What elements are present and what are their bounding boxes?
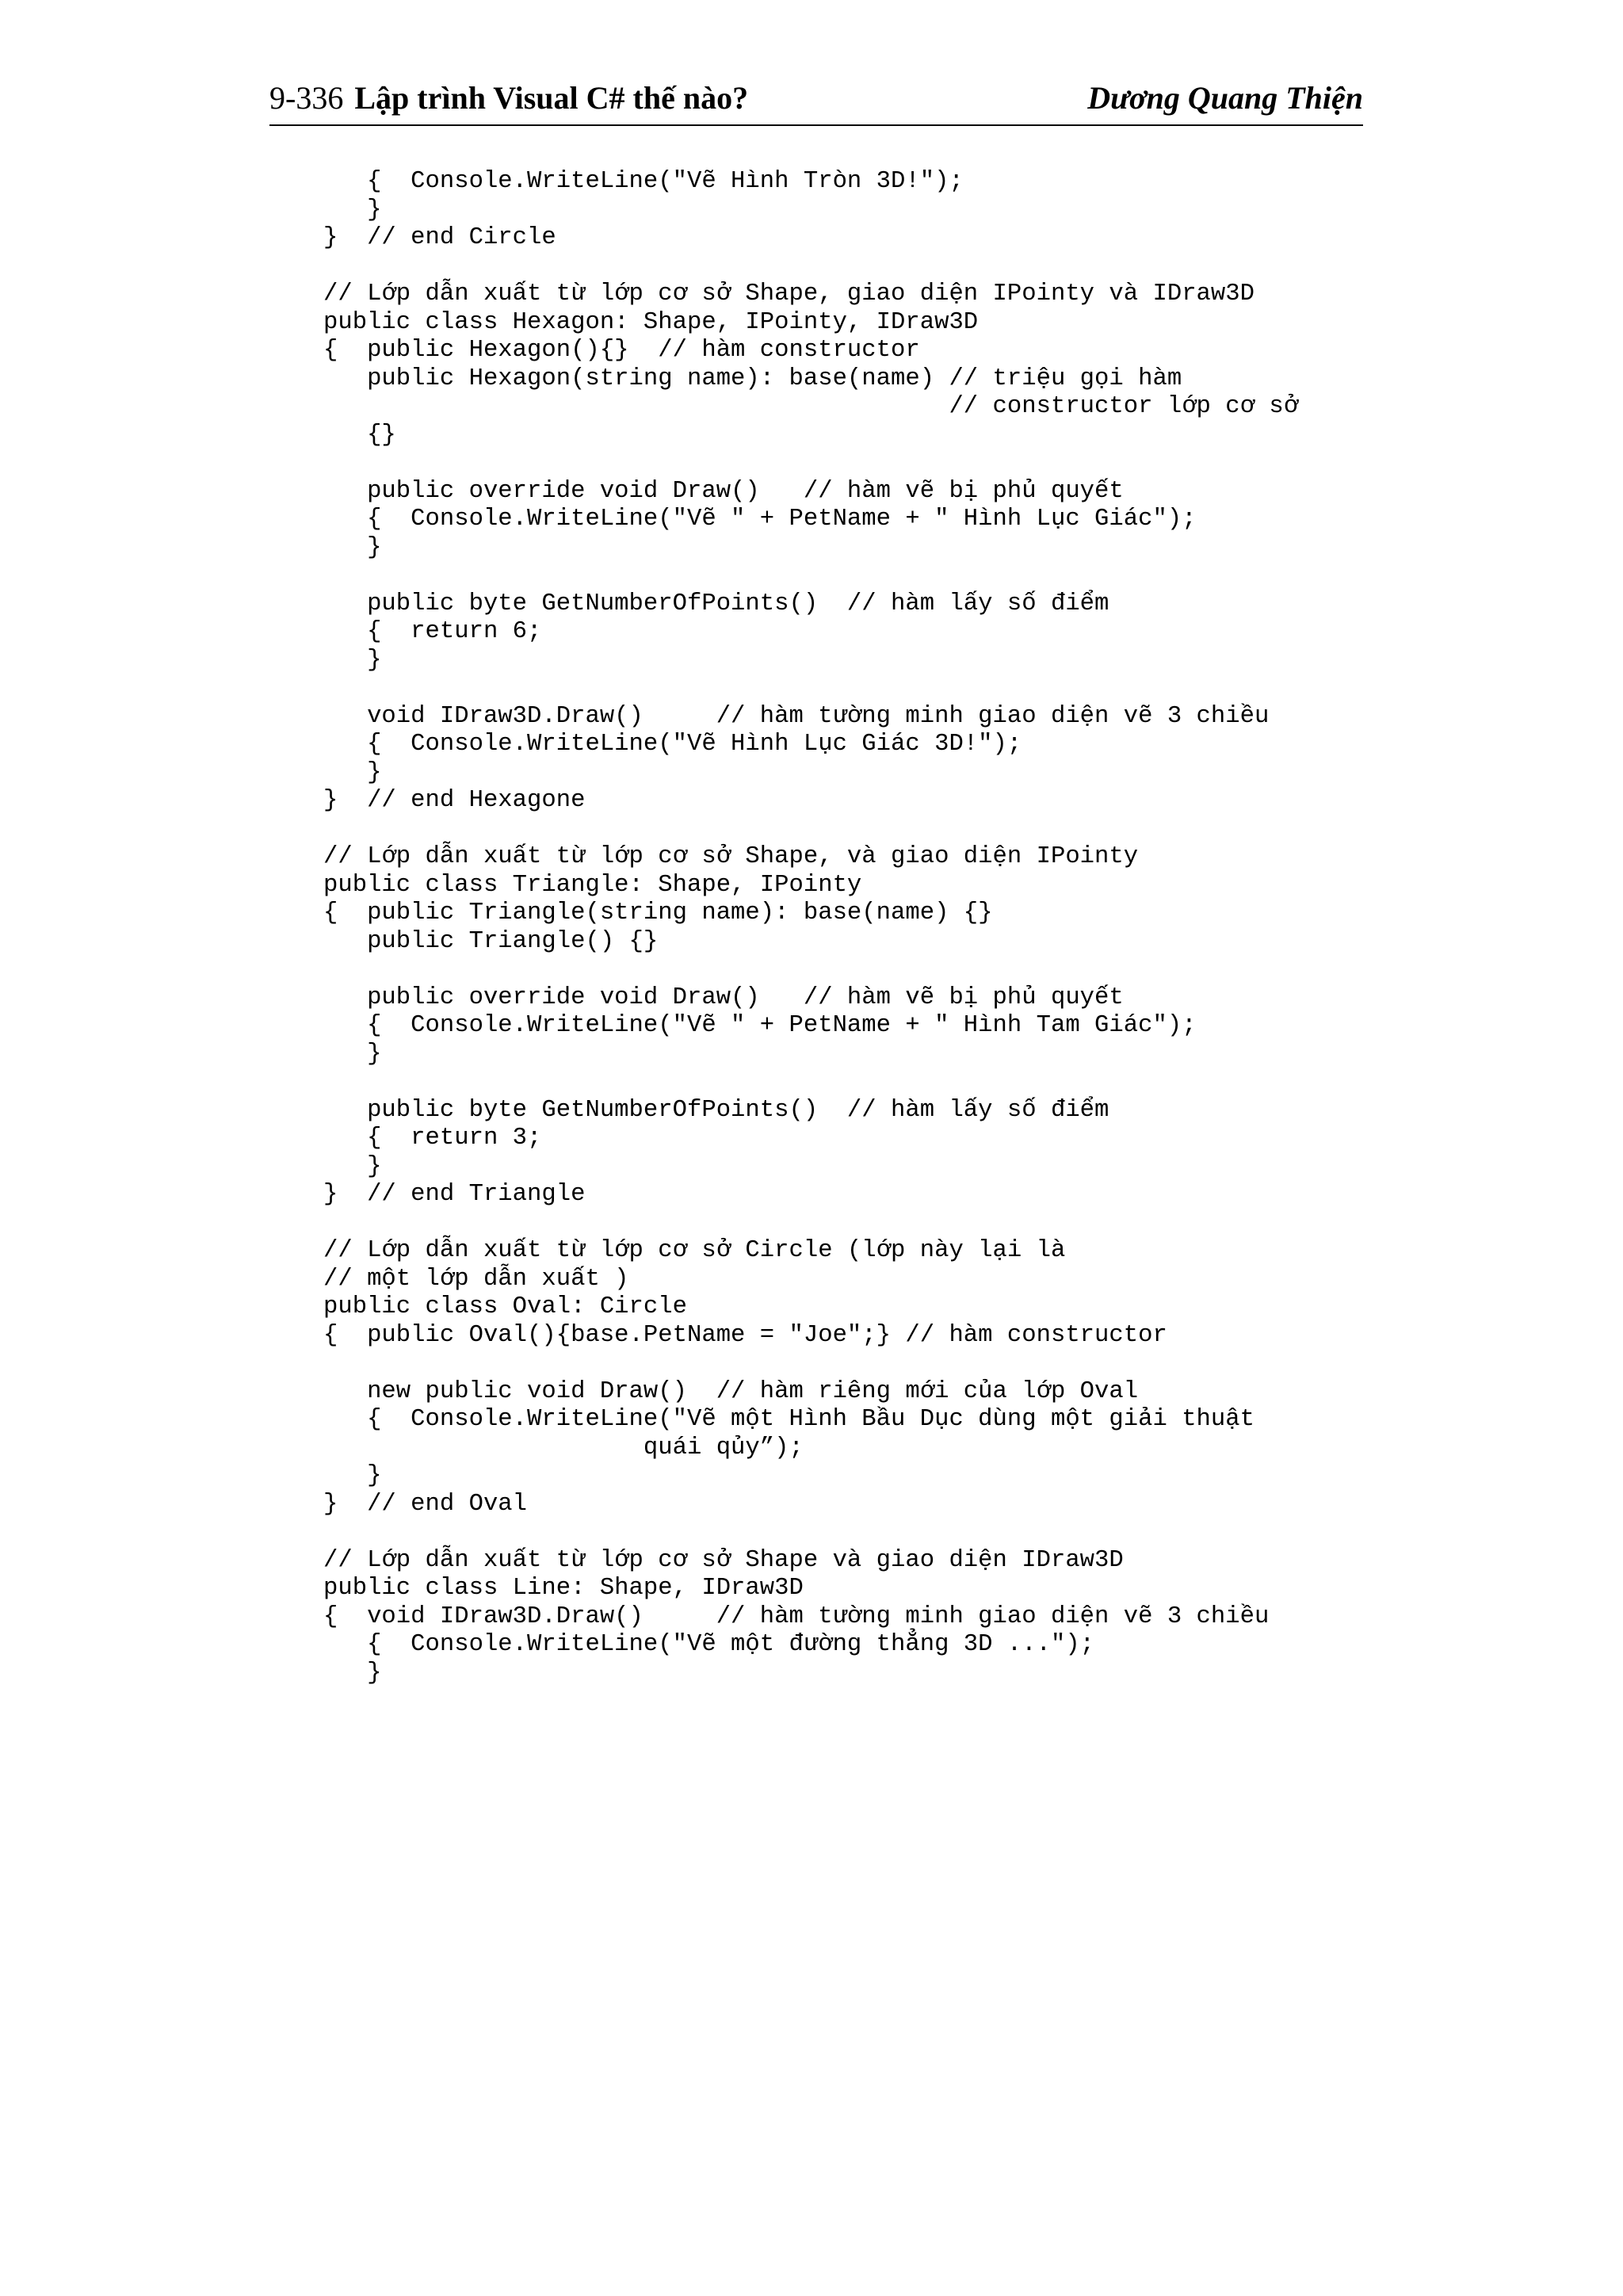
- code-listing: [323, 168, 1346, 1687]
- code-line: }: [323, 196, 382, 223]
- code-line: // Lớp dẫn xuất từ lớp cơ sở Shape, và giao diện IPointy: [323, 843, 1139, 870]
- code-line: { public Triangle(string name): base(name) {}: [323, 900, 993, 926]
- code-line: public class Triangle: Shape, IPointy: [323, 871, 862, 899]
- code-line: new public void Draw() // hàm riêng mới của lớp Oval: [323, 1377, 1139, 1405]
- code-line: }: [323, 1462, 382, 1489]
- code-line: // Lớp dẫn xuất từ lớp cơ sở Shape, giao diện IPointy và IDraw3D: [323, 281, 1254, 308]
- code-line: } // end Triangle: [323, 1181, 586, 1208]
- header-divider: [269, 124, 1363, 126]
- book-title: Lập trình Visual C# thế nào?: [354, 80, 749, 116]
- code-line: }: [323, 1659, 382, 1687]
- code-line: [323, 1350, 1346, 1378]
- code-line: }: [323, 1152, 382, 1180]
- author-name: Dương Quang Thiện: [1087, 80, 1363, 116]
- code-line: } // end Hexagone: [323, 787, 586, 814]
- code-line: [323, 562, 1346, 590]
- code-line: // một lớp dẫn xuất ): [323, 1265, 629, 1293]
- code-line: } // end Oval: [323, 1490, 528, 1518]
- code-line: [323, 674, 1346, 703]
- code-line: quái qủy”);: [323, 1434, 804, 1461]
- code-line: } // end Circle: [323, 224, 556, 251]
- code-line: { void IDraw3D.Draw() // hàm tường minh giao diện vẽ 3 chiều: [323, 1603, 1270, 1630]
- code-line: public class Line: Shape, IDraw3D: [323, 1575, 804, 1602]
- code-line: [323, 1519, 1346, 1547]
- code-line: public Hexagon(string name): base(name) // triệu gọi hàm: [323, 365, 1182, 392]
- code-line: {}: [323, 421, 396, 449]
- code-line: { return 6;: [323, 618, 542, 645]
- code-line: public override void Draw() // hàm vẽ bị phủ quyết: [323, 477, 1124, 505]
- code-line: // Lớp dẫn xuất từ lớp cơ sở Circle (lớp này lại là: [323, 1237, 1066, 1264]
- code-line: { Console.WriteLine("Vẽ " + PetName + " Hình Tam Giác");: [323, 1012, 1197, 1039]
- code-line: }: [323, 758, 382, 786]
- code-line: [323, 253, 1346, 281]
- code-line: [323, 449, 1346, 478]
- code-line: }: [323, 533, 382, 561]
- page-header: [269, 76, 1363, 124]
- code-line: [323, 1209, 1346, 1238]
- code-line: [323, 1068, 1346, 1097]
- code-line: public class Hexagon: Shape, IPointy, IDraw3D: [323, 308, 979, 336]
- code-line: public class Oval: Circle: [323, 1293, 687, 1320]
- header-left: [269, 76, 748, 120]
- code-line: { public Hexagon(){} // hàm constructor: [323, 337, 920, 364]
- page-number: 9-336: [269, 80, 344, 116]
- code-line: { Console.WriteLine("Vẽ một Hình Bầu Dục dùng một giải thuật: [323, 1406, 1254, 1433]
- code-line: public Triangle() {}: [323, 927, 659, 955]
- code-line: // constructor lớp cơ sở: [323, 393, 1299, 420]
- code-line: [323, 816, 1346, 844]
- code-line: public override void Draw() // hàm vẽ bị phủ quyết: [323, 984, 1124, 1011]
- code-line: { Console.WriteLine("Vẽ Hình Tròn 3D!");: [323, 168, 964, 195]
- code-line: public byte GetNumberOfPoints() // hàm lấy số điểm: [323, 1096, 1109, 1124]
- code-line: [323, 956, 1346, 984]
- code-line: { Console.WriteLine("Vẽ Hình Lục Giác 3D!");: [323, 731, 1022, 758]
- code-line: { Console.WriteLine("Vẽ một đường thẳng 3D ...");: [323, 1631, 1095, 1658]
- code-line: }: [323, 646, 382, 674]
- code-line: { return 3;: [323, 1125, 542, 1152]
- code-line: // Lớp dẫn xuất từ lớp cơ sở Shape và giao diện IDraw3D: [323, 1546, 1124, 1574]
- code-line: { public Oval(){base.PetName = "Joe";} // hàm constructor: [323, 1321, 1167, 1349]
- code-line: }: [323, 1040, 382, 1068]
- code-line: public byte GetNumberOfPoints() // hàm lấy số điểm: [323, 590, 1109, 617]
- code-line: void IDraw3D.Draw() // hàm tường minh giao diện vẽ 3 chiều: [323, 702, 1270, 730]
- code-line: { Console.WriteLine("Vẽ " + PetName + " Hình Lục Giác");: [323, 506, 1197, 533]
